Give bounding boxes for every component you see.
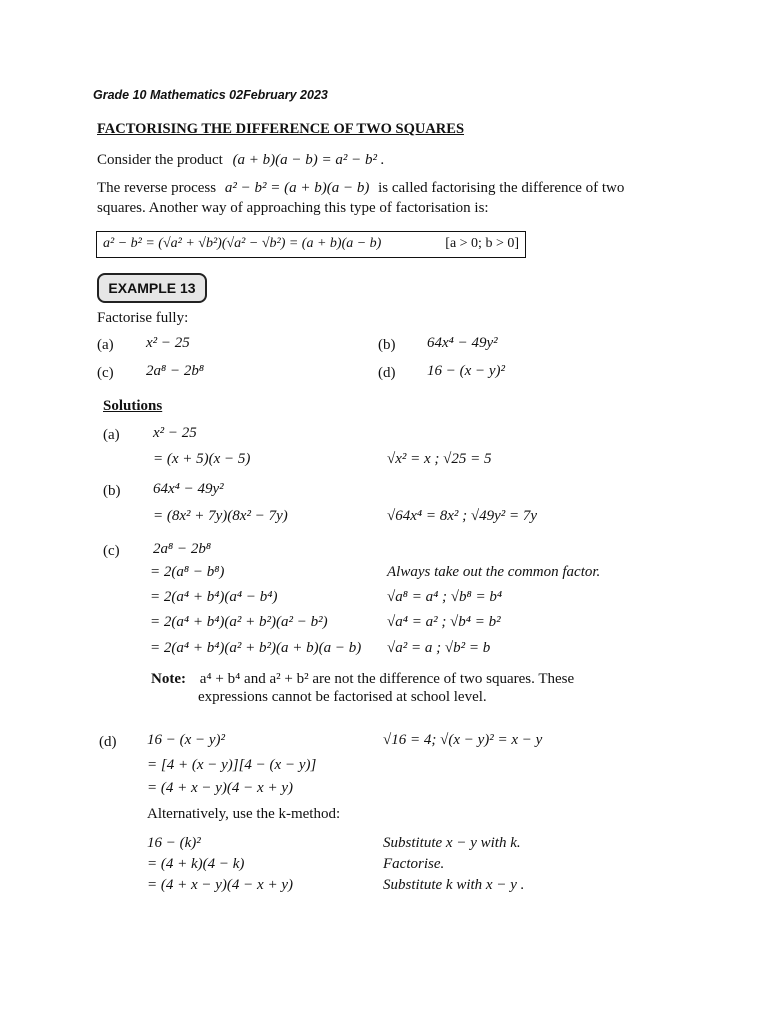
k-line-3: = (4 + x − y)(4 − x + y) [147, 877, 293, 893]
consider-expression: (a + b)(a − b) = a² − b² . [232, 152, 385, 168]
note-label: Note: [151, 671, 186, 687]
item-d-label: (d) [378, 365, 396, 381]
solution-d-line-2: = [4 + (x − y)][4 − (x − y)] [147, 757, 317, 773]
solution-b-note: √64x⁴ = 8x² ; √49y² = 7y [387, 508, 538, 524]
solution-a-note: √x² = x ; √25 = 5 [387, 451, 492, 467]
k-line-2: = (4 + k)(4 − k) [147, 856, 245, 872]
k-method-intro: Alternatively, use the k-method: [147, 806, 341, 822]
solution-b-line-2: = (8x² + 7y)(8x² − 7y) [153, 508, 288, 524]
solution-c-note-2: √a⁴ = a² ; √b⁴ = b² [387, 614, 501, 630]
solutions-heading: Solutions [103, 398, 163, 414]
consider-line [97, 152, 385, 169]
note-line-1 [151, 671, 574, 688]
solution-c-line-5: = 2(a⁴ + b⁴)(a² + b²)(a + b)(a − b) [150, 640, 362, 656]
item-a-label: (a) [97, 337, 114, 353]
solution-a-label: (a) [103, 427, 120, 443]
identity-condition: [a > 0; b > 0] [445, 236, 519, 251]
reverse-line-2: squares. Another way of approaching this type of factorisation is: [97, 200, 489, 216]
example-prompt: Factorise fully: [97, 310, 189, 326]
solution-b-label: (b) [103, 483, 121, 499]
section-title: FACTORISING THE DIFFERENCE OF TWO SQUARES [97, 121, 465, 137]
identity-box [96, 231, 526, 258]
consider-text: Consider the product [97, 152, 223, 168]
k-line-1: 16 − (k)² [147, 835, 201, 851]
item-b-label: (b) [378, 337, 396, 353]
k-comment-2: Factorise. [383, 856, 445, 872]
k-comment-3: Substitute k with x − y . [383, 877, 525, 893]
solution-a-line-2: = (x + 5)(x − 5) [153, 451, 251, 467]
note-line-2: expressions cannot be factorised at school level. [198, 689, 487, 705]
item-d-expression: 16 − (x − y)² [427, 363, 506, 379]
solution-c-note-1: √a⁸ = a⁴ ; √b⁸ = b⁴ [387, 589, 503, 605]
solution-c-line-1: 2a⁸ − 2b⁸ [153, 541, 212, 557]
item-a-expression: x² − 25 [146, 335, 190, 351]
item-c-expression: 2a⁸ − 2b⁸ [146, 363, 205, 379]
solution-c-comment: Always take out the common factor. [387, 564, 601, 580]
solution-d-line-3: = (4 + x − y)(4 − x + y) [147, 780, 293, 796]
solution-c-note-3: √a² = a ; √b² = b [387, 640, 491, 656]
item-c-label: (c) [97, 365, 114, 381]
reverse-text-2: is called factorising the difference of two [378, 180, 625, 196]
solution-c-line-4: = 2(a⁴ + b⁴)(a² + b²)(a² − b²) [150, 614, 328, 630]
solution-d-line-1: 16 − (x − y)² [147, 732, 226, 748]
solution-c-label: (c) [103, 543, 120, 559]
reverse-expression: a² − b² = (a + b)(a − b) [224, 180, 370, 196]
solution-b-line-1: 64x⁴ − 49y² [153, 481, 224, 497]
item-b-expression: 64x⁴ − 49y² [427, 335, 498, 351]
solution-d-label: (d) [99, 734, 117, 750]
reverse-line [97, 180, 624, 197]
example-badge: EXAMPLE 13 [97, 273, 207, 303]
solution-c-line-2: = 2(a⁸ − b⁸) [150, 564, 225, 580]
reverse-text-1: The reverse process [97, 180, 217, 196]
solution-c-line-3: = 2(a⁴ + b⁴)(a⁴ − b⁴) [150, 589, 278, 605]
identity-expression: a² − b² = (√a² + √b²)(√a² − √b²) = (a + b)(a − b) [103, 236, 382, 251]
document-header: Grade 10 Mathematics 02February 2023 [93, 88, 328, 102]
k-comment-1: Substitute x − y with k. [383, 835, 521, 851]
note-text-1: a⁴ + b⁴ and a² + b² are not the difference of two squares. These [199, 671, 575, 687]
solution-a-line-1: x² − 25 [153, 425, 197, 441]
solution-d-note: √16 = 4; √(x − y)² = x − y [383, 732, 543, 748]
